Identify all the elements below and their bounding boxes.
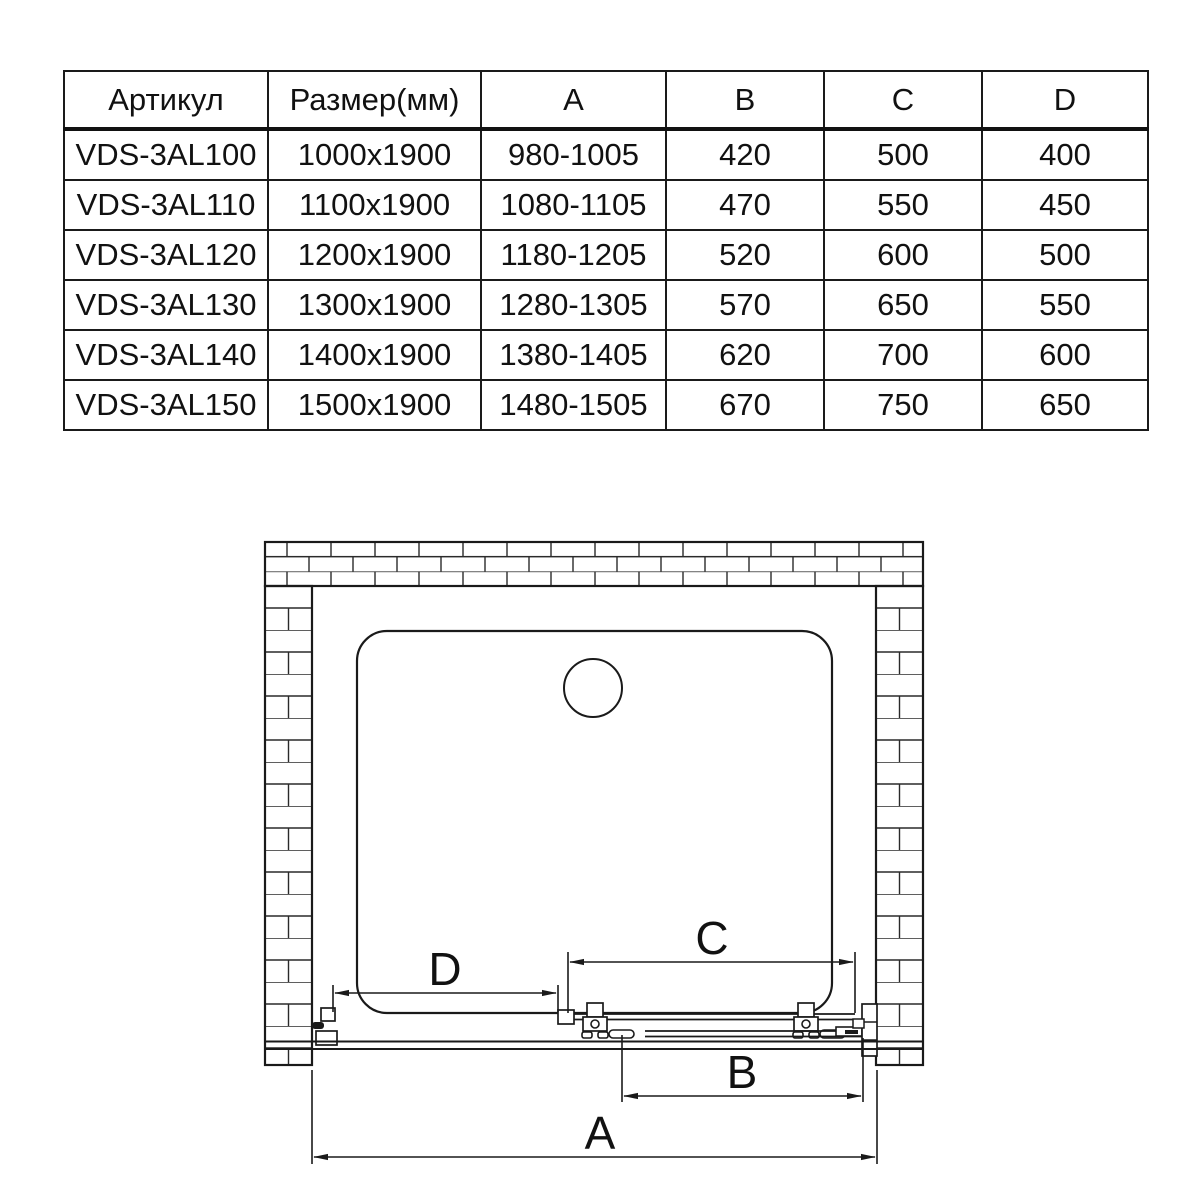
cell-a: 1280-1305 <box>481 280 666 330</box>
header-dim-c: C <box>824 71 982 129</box>
header-size: Размер(мм) <box>268 71 481 129</box>
drain-circle <box>564 659 622 717</box>
cell-d: 600 <box>982 330 1148 380</box>
cell-article: VDS-3AL100 <box>64 129 268 180</box>
wall-left <box>265 586 312 1065</box>
cell-d: 500 <box>982 230 1148 280</box>
cell-d: 550 <box>982 280 1148 330</box>
header-article: Артикул <box>64 71 268 129</box>
cell-b: 420 <box>666 129 824 180</box>
cell-a: 1380-1405 <box>481 330 666 380</box>
cell-size: 1300x1900 <box>268 280 481 330</box>
door-assembly <box>265 1003 923 1056</box>
cell-size: 1100x1900 <box>268 180 481 230</box>
label-d: D <box>428 943 462 995</box>
label-b: B <box>726 1046 758 1098</box>
cell-a: 1480-1505 <box>481 380 666 430</box>
header-dim-d: D <box>982 71 1148 129</box>
cell-d: 400 <box>982 129 1148 180</box>
cell-size: 1400x1900 <box>268 330 481 380</box>
cell-c: 550 <box>824 180 982 230</box>
cell-b: 570 <box>666 280 824 330</box>
header-dim-a: A <box>481 71 666 129</box>
cell-article: VDS-3AL150 <box>64 380 268 430</box>
cell-b: 470 <box>666 180 824 230</box>
header-dim-b: B <box>666 71 824 129</box>
cell-size: 1200x1900 <box>268 230 481 280</box>
cell-c: 500 <box>824 129 982 180</box>
label-c: C <box>695 912 729 964</box>
cell-size: 1000x1900 <box>268 129 481 180</box>
cell-c: 650 <box>824 280 982 330</box>
cell-d: 650 <box>982 380 1148 430</box>
cell-d: 450 <box>982 180 1148 230</box>
cell-c: 600 <box>824 230 982 280</box>
wall-top <box>265 542 923 586</box>
cell-a: 1080-1105 <box>481 180 666 230</box>
cell-b: 670 <box>666 380 824 430</box>
cell-article: VDS-3AL120 <box>64 230 268 280</box>
cell-b: 620 <box>666 330 824 380</box>
cell-size: 1500x1900 <box>268 380 481 430</box>
cell-c: 700 <box>824 330 982 380</box>
bottom-sill <box>265 1042 923 1050</box>
cell-b: 520 <box>666 230 824 280</box>
label-a: A <box>584 1107 616 1159</box>
cell-article: VDS-3AL110 <box>64 180 268 230</box>
cell-c: 750 <box>824 380 982 430</box>
wall-right <box>876 586 923 1065</box>
cell-article: VDS-3AL140 <box>64 330 268 380</box>
cell-a: 1180-1205 <box>481 230 666 280</box>
cell-a: 980-1005 <box>481 129 666 180</box>
left-wall-profile <box>312 1008 337 1045</box>
cell-article: VDS-3AL130 <box>64 280 268 330</box>
